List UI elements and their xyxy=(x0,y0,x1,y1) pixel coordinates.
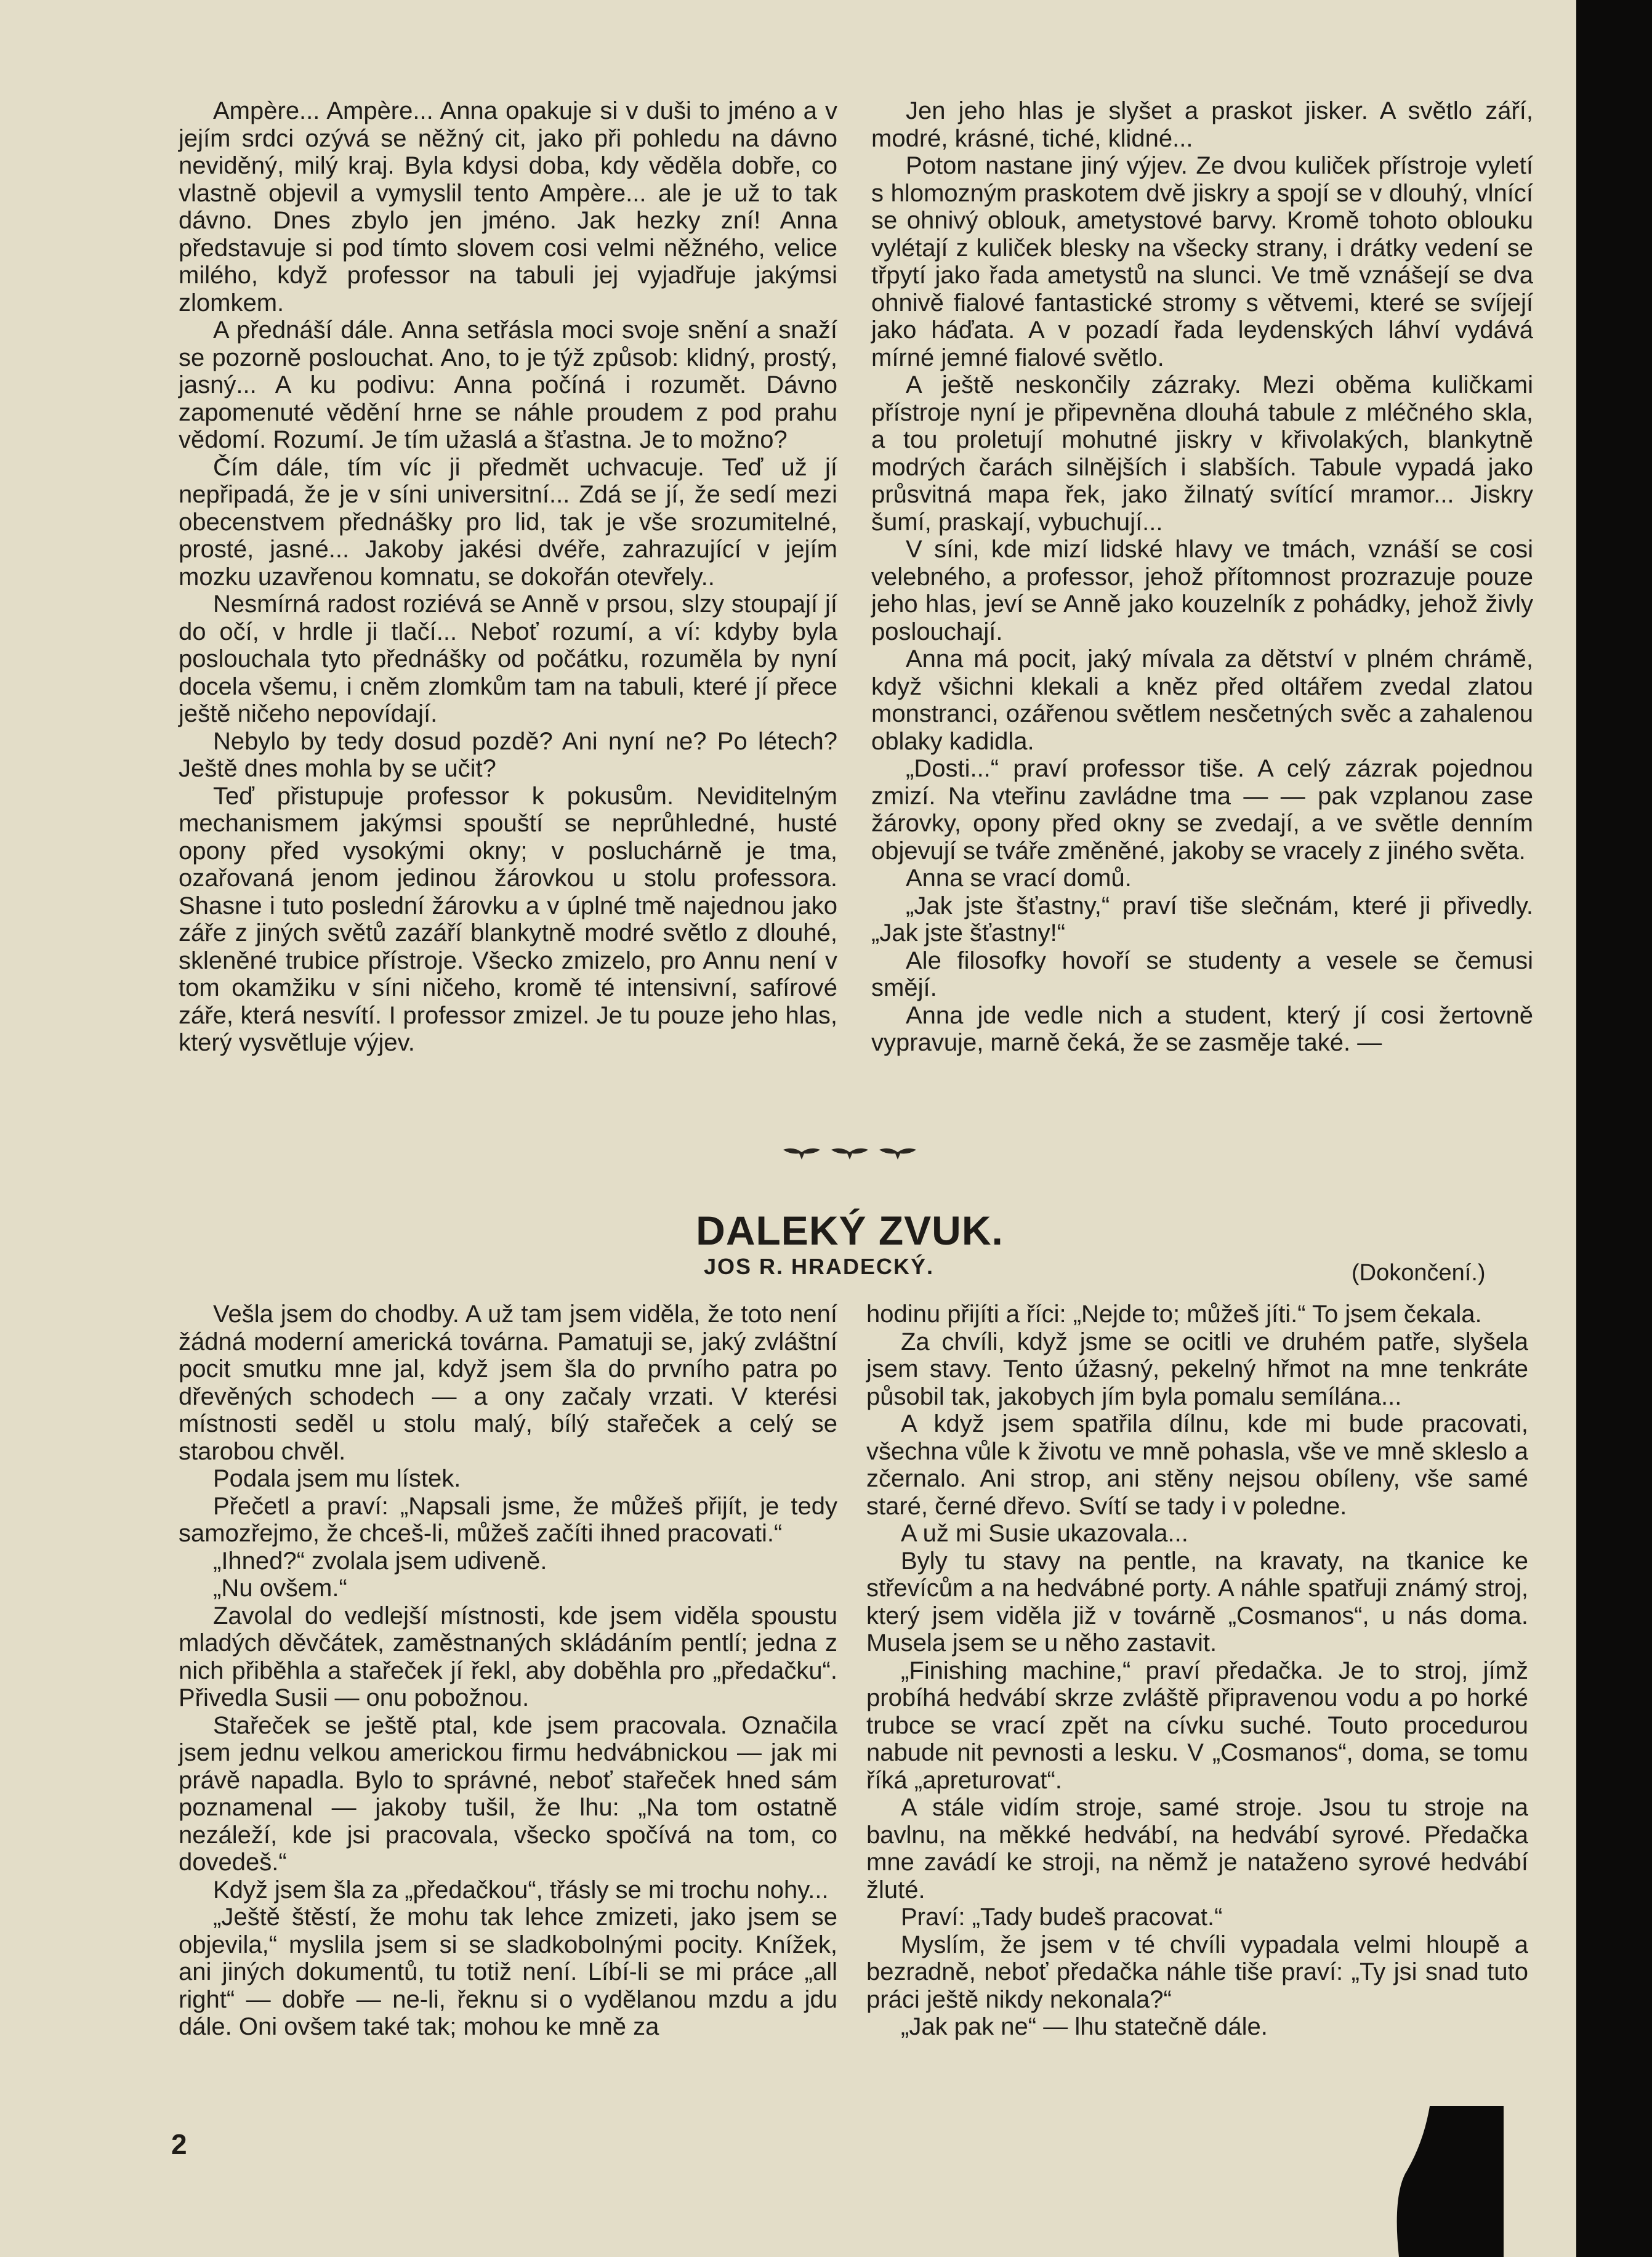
paragraph: Nesmírná radost roziévá se Anně v prsou, slzy stoupají jí do očí, v hrdle ji tlačí... Neboť rozumí, a ví: kdyby byla poslouchala tyto přednášky od počátku, rozuměla by nyní docela všemu, i cněm zlomkům tam na tabuli, které jí přece ještě ničeho nepovídají. xyxy=(179,591,837,727)
paragraph: A stále vidím stroje, samé stroje. Jsou tu stroje na bavlnu, na měkké hedvábí, na hedvábí syrové. Předačka mne zavádí ke stroji, na němž je nataženo syrové hedvábí žluté. xyxy=(866,1794,1528,1904)
paragraph: Ale filosofky hovoří se studenty a vesele se čemusi smějí. xyxy=(871,947,1533,1001)
paragraph: A přednáší dále. Anna setřásla moci svoje snění a snaží se pozorně poslouchat. Ano, to je týž způsob: klidný, prostý, jasný... A ku podivu: Anna počíná i rozumět. Dávno zapomenuté vědění hrne se náhle proudem z pod prahu vědomí. Rozumí. Je tím užaslá a šťastna. Je to možno? xyxy=(179,317,837,453)
paragraph: „Finishing machine,“ praví předačka. Je to stroj, jímž probíhá hedvábí skrze zvláště připravenou vodu a po horké trubce se vrací zpět na cívku suché. Touto procedurou nabude nit pevnosti a lesku. V „Cosmanos“, doma, se tomu říká „apreturovat“. xyxy=(866,1657,1528,1794)
story-author: JOS R. HRADECKÝ. xyxy=(703,1254,935,1279)
paragraph: „Jak jste šťastny,“ praví tiše slečnám, které ji přivedly. „Jak jste šťastny!“ xyxy=(871,892,1533,947)
paragraph: Byly tu stavy na pentle, na kravaty, na tkanice ke střevícům a na hedvábné porty. A náhle spatřuji známý stroj, který jsem viděla již v továrně „Cosmanos“, u nás doma. Musela jsem se u něho zastavit. xyxy=(866,1547,1528,1657)
paragraph: „Dosti...“ praví professor tiše. A celý zázrak pojednou zmizí. Na vteřinu zavládne tma — — pak vzplanou zase žárovky, opony před okny se zvedají, a ve světle denním objevují se tváře změněné, jakoby se vracely z jiného světa. xyxy=(871,755,1533,865)
paragraph: Podala jsem mu lístek. xyxy=(213,1465,461,1492)
paragraph: Anna se vrací domů. xyxy=(906,865,1132,892)
paragraph: A už mi Susie ukazovala... xyxy=(901,1520,1188,1547)
paragraph: „Nu ovšem.“ xyxy=(213,1575,347,1602)
paragraph: Anna jde vedle nich a student, který jí cosi žertovně vypravuje, marně čeká, že se zasměje také. — xyxy=(871,1001,1533,1056)
page-number: 2 xyxy=(171,2128,187,2160)
paragraph: Ampère... Ampère... Anna opakuje si v duši to jméno a v jejím srdci ozývá se něžný cit, jako při pohledu na dávno neviděný, milý kraj. Byla kdysi doba, kdy věděla dobře, co vlastně objevil a vymyslil tento Ampère... ale je už to tak dávno. Dnes zbylo jen jméno. Jak hezky zní! Anna představuje si pod tímto slovem cosi velmi něžného, velice milého, když professor na tabuli jej vyjadřuje jakýmsi zlomkem. xyxy=(179,97,837,317)
column-top-right xyxy=(871,97,1533,1057)
paragraph: Anna má pocit, jaký mívala za dětství v plném chrámě, když všichni klekali a kněz před oltářem zvedal zlatou monstranci, ozářenou světlem nesčetných svěc a zahalenou oblaky kadidla. xyxy=(871,645,1533,755)
paragraph: Když jsem šla za „předačkou“, třásly se mi trochu nohy... xyxy=(213,1876,829,1904)
paragraph: Teď přistupuje professor k pokusům. Neviditelným mechanismem jakýmsi spouští se neprůhledné, husté opony před vysokými okny; v posluchárně je tma, ozařovaná jenom jedinou žárovkou u stolu professora. Shasne i tuto poslední žárovku a v úplné tmě najednou jako záře z jiných světů zazáří blankytně modré světlo z dlouhé, skleněné trubice přístroje. Všecko zmizelo, pro Annu není v tom okamžiku v síni ničeho, kromě té intensivní, safírové záře, která nesvítí. I professor zmizel. Je tu pouze jeho hlas, který vysvětluje výjev. xyxy=(179,782,837,1056)
paragraph: Praví: „Tady budeš pracovat.“ xyxy=(901,1904,1223,1931)
paragraph: A ještě neskončily zázraky. Mezi oběma kuličkami přístroje nyní je připevněna dlouhá tabule z mléčného skla, a tou proletují mohutné jiskry v křivolakých, blankytně modrých čarách silnějších i slabších. Tabule vypadá jako průsvitná mapa řek, jako žilnatý svítící mramor... Jiskry šumí, praskají, vybuchují... xyxy=(871,371,1533,536)
paragraph: Nebylo by tedy dosud pozdě? Ani nyní ne? Po létech? Ještě dnes mohla by se učit? xyxy=(179,727,837,782)
paragraph: Potom nastane jiný výjev. Ze dvou kuliček přístroje vyletí s hlomozným praskotem dvě jiskry a spojí se v dlouhý, vlnící se ohnivý oblouk, ametystové barvy. Kromě tohoto oblouku vylétají z kuliček blesky na všecky strany, i drátky vedení se třpytí jako řada ametystů na slunci. Ve tmě vznášejí se dva ohnivě fialové fantastické stromy s větvemi, které se svíjejí jako háďata. A v pozadí řada leydenských láhví vydává mírné jemné fialové světlo. xyxy=(871,152,1533,371)
paragraph: Vešla jsem do chodby. A už tam jsem viděla, že toto není žádná moderní americká továrna. Pamatuji se, jaký zvláštní pocit smutku mne jal, když jsem šla do prvního patra po dřevěných schodech — a ony začaly vrzati. V kterési místnosti seděl u stolu malý, bílý stařeček a celý se starobou chvěl. xyxy=(179,1301,837,1465)
paragraph: A když jsem spatřila dílnu, kde mi bude pracovati, všechna vůle k životu ve mně pohasla, vše ve mně skleslo a zčernalo. Ani strop, ani stěny nejsou obíleny, vše samé staré, černé dřevo. Svítí se tady i v poledne. xyxy=(866,1410,1528,1520)
paragraph: Přečetl a praví: „Napsali jsme, že můžeš přijít, je tedy samozřejmo, že chceš-li, můžeš začíti ihned pracovati.“ xyxy=(179,1492,837,1547)
paragraph: Myslím, že jsem v té chvíli vypadala velmi hloupě a bezradně, neboť předačka náhle tiše praví: „Ty jsi snad tuto práci ještě nikdy nekonala?“ xyxy=(866,1931,1528,2013)
column-top-left xyxy=(179,97,837,1057)
scan-dark-edge xyxy=(1576,0,1652,2257)
section-divider-ornament xyxy=(770,1141,930,1165)
paragraph: hodinu přijíti a říci: „Nejde to; můžeš jíti.“ To jsem čekala. xyxy=(866,1301,1482,1328)
leaf-ornament-icon xyxy=(782,1145,821,1161)
paragraph: Stařeček se ještě ptal, kde jsem pracovala. Označila jsem jednu velkou americkou firmu hedvábnickou — jak mi právě napadla. Bylo to správné, neboť stařeček hned sám poznamenal — jakoby tušil, že lhu: „Na tom ostatně nezáleží, kde jsi pracovala, všecko spočívá na tom, co dovedeš.“ xyxy=(179,1711,837,1876)
scan-shadow-decoration xyxy=(1393,2106,1504,2257)
paragraph: Zavolal do vedlejší místnosti, kde jsem viděla spoustu mladých děvčátek, zaměstnaných skládáním pentlí; jedna z nich přiběhla a stařeček jí řekl, aby doběhla pro „předačku“. Přivedla Susii — onu pobožnou. xyxy=(179,1602,837,1711)
leaf-ornament-icon xyxy=(830,1145,869,1161)
story-title: DALEKÝ ZVUK. xyxy=(696,1208,1004,1253)
column-bottom-left xyxy=(179,1301,837,2041)
paragraph: Jen jeho hlas je slyšet a praskot jisker. A světlo září, modré, krásné, tiché, klidné... xyxy=(871,97,1533,152)
paragraph: „Ihned?“ zvolala jsem udiveně. xyxy=(213,1547,547,1575)
column-bottom-right xyxy=(866,1301,1528,2041)
paragraph: V síni, kde mizí lidské hlavy ve tmách, vznáší se cosi velebného, a professor, jehož přítomnost prozrazuje pouze jeho hlas, jeví se Anně jako kouzelník z pohádky, jehož živly poslouchají. xyxy=(871,536,1533,645)
paragraph: „Ještě štěstí, že mohu tak lehce zmizeti, jako jsem se objevila,“ myslila jsem si se sladkobolnými pocity. Knížek, ani jiných dokumentů, tu totiž není. Líbí-li se mi práce „all right“ — dobře — ne-li, řeknu si o vydělanou mzdu a jdu dále. Oni ovšem také tak; mohou ke mně za xyxy=(179,1904,837,2040)
paragraph: „Jak pak ne“ — lhu statečně dále. xyxy=(901,2013,1268,2040)
leaf-ornament-icon xyxy=(878,1145,917,1161)
paragraph: Čím dále, tím víc ji předmět uchvacuje. Teď už jí nepřipadá, že je v síni universitní... Zdá se jí, že sedí mezi obecenstvem přednášky pro lid, tak je vše srozumitelné, prosté, jasné... Jakoby jakési dvéře, zahrazující v jejím mozku uzavřenou komnatu, se dokořán otevřely.. xyxy=(179,453,837,591)
paragraph: Za chvíli, když jsme se ocitli ve druhém patře, slyšela jsem stavy. Tento úžasný, pekelný hřmot na mne tenkráte působil tak, jakobych jím byla pomalu semílána... xyxy=(866,1328,1528,1410)
continuation-note: (Dokončení.) xyxy=(1352,1260,1486,1286)
